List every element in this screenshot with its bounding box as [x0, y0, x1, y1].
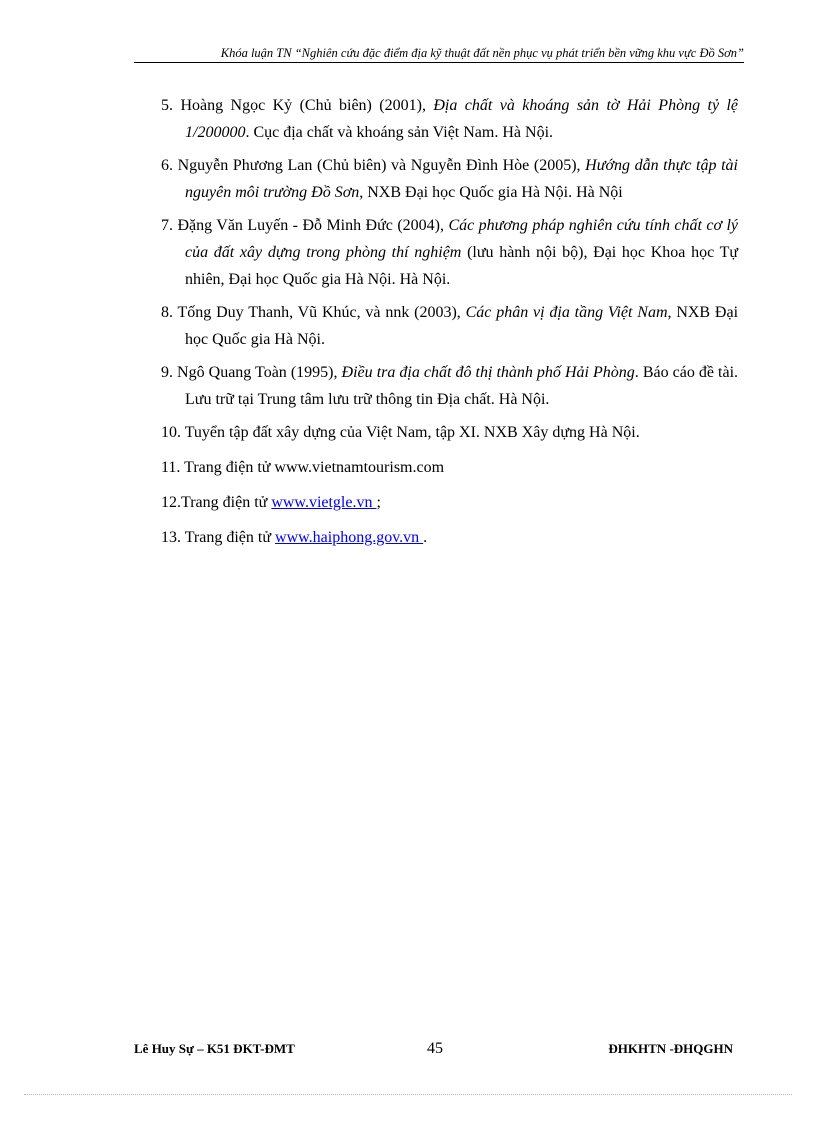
reference-details: (lưu hành nội bộ), Đại học Khoa học Tự nhiên, Đại học Quốc gia Hà Nội. Hà Nội. [185, 244, 739, 288]
reference-item-6 [161, 152, 738, 206]
reference-authors: Ngô Quang Toàn (1995), [177, 364, 342, 381]
reference-number: 5. [161, 97, 173, 114]
reference-prefix: Trang điện tử [181, 494, 272, 511]
page-number: 45 [427, 1040, 443, 1057]
reference-number: 12. [161, 494, 181, 511]
footer-author: Lê Huy Sự – K51 ĐKT-ĐMT [134, 1041, 295, 1056]
reference-text: Tuyển tập đất xây dựng của Việt Nam, tập XI. NXB Xây dựng Hà Nội. [184, 424, 640, 441]
reference-details: . Cục địa chất và khoáng sản Việt Nam. Hà Nội. [245, 124, 554, 141]
reference-number: 13. [161, 529, 181, 546]
reference-title: Hướng dẫn thực tập tài nguyên môi trường Đồ Sơn [185, 157, 738, 201]
reference-item-12 [161, 489, 738, 516]
reference-item-9 [161, 359, 738, 413]
website-link-haiphong[interactable]: www.haiphong.gov.vn [275, 529, 424, 546]
reference-number: 9. [161, 364, 173, 381]
reference-authors: Đặng Văn Luyến - Đỗ Minh Đức (2004), [177, 217, 449, 234]
reference-title: Các phân vị địa tầng Việt Nam [465, 304, 668, 321]
reference-number: 7. [161, 217, 173, 234]
reference-text: Trang điện tử www.vietnamtourism.com [184, 459, 445, 476]
reference-details: , NXB Đại học Quốc gia Hà Nội. [185, 304, 739, 348]
reference-number: 11. [161, 459, 181, 476]
reference-prefix: Trang điện tử [184, 529, 276, 546]
reference-list [161, 92, 738, 559]
page-footer [134, 1041, 744, 1061]
reference-title: Điều tra địa chất đô thị thành phố Hải Phòng [341, 364, 635, 381]
reference-number: 6. [161, 157, 173, 174]
reference-suffix: ; [376, 494, 381, 511]
reference-authors: Hoàng Ngọc Kỷ (Chủ biên) (2001), [180, 97, 434, 114]
reference-item-13 [161, 524, 738, 551]
reference-title: Địa chất và khoáng sản tờ Hải Phòng tỷ lệ 1/200000 [185, 97, 739, 141]
reference-item-11 [161, 454, 738, 481]
page-bottom-border [24, 1094, 792, 1095]
reference-suffix: . [423, 529, 428, 546]
footer-institution: ĐHKHTN -ĐHQGHN [608, 1041, 733, 1056]
reference-number: 10. [161, 424, 181, 441]
reference-item-5 [161, 92, 738, 146]
reference-title: Các phương pháp nghiên cứu tính chất cơ lý của đất xây dựng trong phòng thí nghiệm [185, 217, 739, 261]
reference-details: . Báo cáo đề tài. Lưu trữ tại Trung tâm lưu trữ thông tin Địa chất. Hà Nội. [185, 364, 739, 408]
reference-item-10 [161, 419, 738, 446]
reference-authors: Nguyễn Phương Lan (Chủ biên) và Nguyễn Đình Hòe (2005), [177, 157, 586, 174]
reference-item-8 [161, 299, 738, 353]
running-header: Khóa luận TN “Nghiên cứu đặc điểm địa kỹ thuật đất nền phục vụ phát triển bền vững khu vực Đồ Sơn” [134, 46, 744, 63]
reference-authors: Tống Duy Thanh, Vũ Khúc, và nnk (2003), [177, 304, 466, 321]
reference-details: , NXB Đại học Quốc gia Hà Nội. Hà Nội [359, 184, 623, 201]
website-link-vietgle[interactable]: www.vietgle.vn [271, 494, 377, 511]
reference-item-7 [161, 212, 738, 293]
reference-number: 8. [161, 304, 173, 321]
